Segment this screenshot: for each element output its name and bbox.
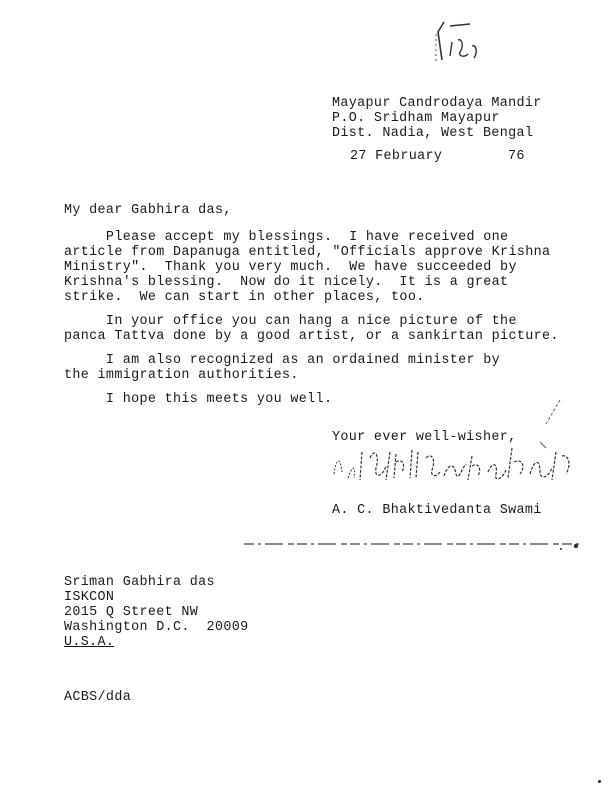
reference-initials: ACBS/dda: [64, 690, 132, 705]
paragraph-line: the immigration authorities.: [64, 368, 299, 383]
letterhead-line-1: Mayapur Candrodaya Mandir: [332, 96, 542, 111]
paragraph-line: I hope this meets you well.: [64, 392, 333, 407]
salutation: My dear Gabhira das,: [64, 203, 232, 218]
paragraph-line: Please accept my blessings. I have received one: [64, 230, 509, 245]
pen-stroke-mark: [540, 398, 564, 428]
scan-speck: [598, 780, 601, 783]
paragraph-line: I am also recognized as an ordained minister by: [64, 353, 501, 368]
address-line-5: U.S.A.: [64, 635, 115, 650]
paragraph-line: Krishna's blessing. Now do it nicely. It is a great: [64, 275, 509, 290]
paragraph-line: In your office you can hang a nice picture of the: [64, 314, 517, 329]
letterhead-line-3: Dist. Nadia, West Bengal: [332, 126, 534, 141]
address-line-3: 2015 Q Street NW: [64, 605, 199, 620]
paragraph-line: strike. We can start in other places, too.: [64, 290, 425, 305]
separator-line: [244, 538, 584, 550]
address-line-1: Sriman Gabhira das: [64, 575, 215, 590]
paragraph-line: panca Tattva done by a good artist, or a sankirtan picture.: [64, 329, 559, 344]
letter-date: 27 February: [350, 149, 443, 164]
letter-year: 76: [508, 149, 525, 164]
letterhead-line-2: P.O. Sridham Mayapur: [332, 111, 500, 126]
valediction: Your ever well-wisher,: [332, 430, 517, 445]
paragraph-line: Ministry". Thank you very much. We have succeeded by: [64, 260, 517, 275]
scan-speck: [560, 548, 562, 550]
address-line-2: ISKCON: [64, 590, 115, 605]
paragraph-line: article from Dapanuga entitled, "Officials approve Krishna: [64, 245, 551, 260]
signature-typed-name: A. C. Bhaktivedanta Swami: [332, 503, 542, 518]
address-line-4: Washington D.C. 20009: [64, 620, 249, 635]
handwritten-signature: [326, 438, 586, 490]
handwritten-initial-mark: [428, 12, 488, 72]
